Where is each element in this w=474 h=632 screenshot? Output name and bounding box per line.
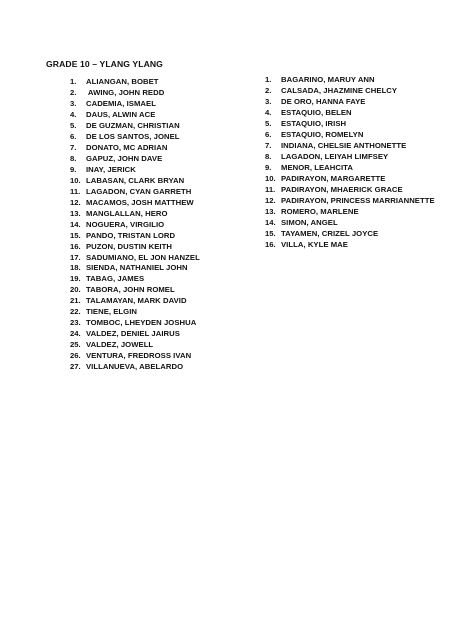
list-item-name: LABASAN, CLARK BRYAN [86,175,185,185]
girls-list [265,75,435,251]
list-item-number: 14. [70,219,81,229]
list-item-name: DONATO, MC ADRIAN [86,142,168,152]
list-item-name: PADIRAYON, MHAERICK GRACE [281,184,403,194]
list-item-name: INAY, JERICK [86,164,136,174]
list-item-name: DE LOS SANTOS, JONEL [86,131,180,141]
list-item [70,165,200,176]
list-item [265,75,435,86]
list-item-number: 15. [265,228,276,238]
list-item [70,274,200,285]
list-item-name: DE GUZMAN, CHRISTIAN [86,120,180,130]
list-item-number: 13. [70,208,81,218]
list-item-name: NOGUERA, VIRGILIO [86,219,165,229]
list-item [265,207,435,218]
list-item [265,196,435,207]
list-item [70,340,200,351]
list-item-name: TIENE, ELGIN [86,307,138,317]
list-item-name: SIMON, ANGEL [281,217,338,227]
list-item-name: ESTAQUIO, ROMELYN [281,129,364,139]
list-item [70,263,200,274]
list-item-name: VILLA, KYLE MAE [281,239,348,249]
list-item [265,240,435,251]
list-item [70,77,200,88]
list-item-name: DE ORO, HANNA FAYE [281,96,366,106]
list-item [265,108,435,119]
list-item-number: 1. [265,75,272,84]
list-item-number: 4. [70,109,77,119]
list-item-number: 14. [265,217,276,227]
list-item [70,176,200,187]
list-item-name: TABAG, JAMES [86,274,145,284]
list-item-number: 22. [70,307,81,317]
document-title: GRADE 10 – YLANG YLANG [46,59,163,69]
list-item [70,88,200,99]
list-item-number: 26. [70,351,81,361]
list-item-number: 15. [70,230,81,240]
list-item-name: PADIRAYON, MARGARETTE [281,173,386,183]
list-item-number: 21. [70,296,81,306]
list-item [70,110,200,121]
list-item-number: 18. [70,263,81,273]
list-item [70,318,200,329]
list-item-number: 12. [70,197,81,207]
list-item-number: 2. [265,85,272,95]
list-item-number: 5. [70,120,77,130]
list-item-number: 16. [265,239,276,249]
list-item-name: TOMBOC, LHEYDEN JOSHUA [86,318,197,328]
list-item-number: 4. [265,107,272,117]
list-item-name: TABORA, JOHN ROMEL [86,285,175,295]
list-item [70,99,200,110]
list-item [70,362,200,373]
list-item [265,86,435,97]
list-item-number: 27. [70,362,81,372]
list-item-name: GAPUZ, JOHN DAVE [86,153,163,163]
list-item-number: 6. [70,131,77,141]
list-item [70,351,200,362]
list-item [265,218,435,229]
list-item [70,143,200,154]
list-item-name: MENOR, LEAHCITA [281,162,353,172]
list-item [70,187,200,198]
list-item-name: ESTAQUIO, IRISH [281,118,347,128]
list-item-number: 8. [265,151,272,161]
list-item-number: 20. [70,285,81,295]
list-item-number: 13. [265,206,276,216]
list-item [265,119,435,130]
list-item-name: TAYAMEN, CRIZEL JOYCE [281,228,379,238]
list-item-number: 19. [70,274,81,284]
list-item-number: 25. [70,340,81,350]
list-item [265,174,435,185]
list-item [70,121,200,132]
list-item-name: PUZON, DUSTIN KEITH [86,241,172,251]
list-item [70,329,200,340]
list-item [70,296,200,307]
list-item [70,242,200,253]
list-item-number: 11. [70,186,81,196]
list-item [70,285,200,296]
list-item [265,229,435,240]
list-item-name: LAGADON, CYAN GARRETH [86,186,192,196]
list-item-name: DAUS, ALWIN ACE [86,109,156,119]
list-item [70,307,200,318]
list-item-name: VENTURA, FREDROSS IVAN [86,351,192,361]
list-item-number: 16. [70,241,81,251]
list-item-number: 2. [70,87,77,97]
list-item-name: VILLANUEVA, ABELARDO [86,362,184,372]
list-item [265,152,435,163]
list-item [265,185,435,196]
list-item-number: 24. [70,329,81,339]
list-item [70,154,200,165]
list-item-name: TALAMAYAN, MARK DAVID [86,296,187,306]
list-item [265,163,435,174]
list-item-number: 5. [265,118,272,128]
list-item-number: 6. [265,129,272,139]
list-item-name: INDIANA, CHELSIE ANTHONETTE [281,140,407,150]
list-item-name: CADEMIA, ISMAEL [86,98,156,108]
list-item-number: 9. [70,164,77,174]
list-item [70,209,200,220]
list-item-number: 7. [265,140,272,150]
list-item-name: MACAMOS, JOSH MATTHEW [86,197,194,207]
list-item-name: PADIRAYON, PRINCESS MARRIANNETTE [281,195,435,205]
list-item-number: 10. [265,173,276,183]
list-item-name: VALDEZ, JOWELL [86,340,154,350]
boys-list [70,77,200,373]
list-item-number: 11. [265,184,276,194]
list-item-number: 3. [70,98,77,108]
list-item-name: ESTAQUIO, BELEN [281,107,352,117]
list-item-number: 10. [70,175,81,185]
list-item-number: 17. [70,252,81,262]
list-item [265,141,435,152]
list-item-number: 7. [70,142,77,152]
list-item-name: BAGARINO, MARUY ANN [281,75,375,84]
list-item [70,253,200,264]
list-item-name: ALIANGAN, BOBET [86,77,159,86]
list-item-name: SADUMIANO, EL JON HANZEL [86,252,200,262]
list-item [265,97,435,108]
list-item-name: ROMERO, MARLENE [281,206,359,216]
list-item [70,132,200,143]
list-item-name: LAGADON, LEIYAH LIMFSEY [281,151,389,161]
list-item [70,198,200,209]
list-item-name: MANGLALLAN, HERO [86,208,168,218]
list-item-number: 9. [265,162,272,172]
list-item-name: SIENDA, NATHANIEL JOHN [86,263,188,273]
list-item [70,231,200,242]
list-item [265,130,435,141]
list-item-number: 3. [265,96,272,106]
list-item-name: PANDO, TRISTAN LORD [86,230,176,240]
list-item-number: 12. [265,195,276,205]
list-item-name: VALDEZ, DENIEL JAIRUS [86,329,180,339]
list-item-number: 8. [70,153,77,163]
list-item-name: CALSADA, JHAZMINE CHELCY [281,85,398,95]
list-item-number: 23. [70,318,81,328]
list-item-name: AWING, JOHN REDD [86,87,165,97]
list-item [70,220,200,231]
list-item-number: 1. [70,77,77,86]
